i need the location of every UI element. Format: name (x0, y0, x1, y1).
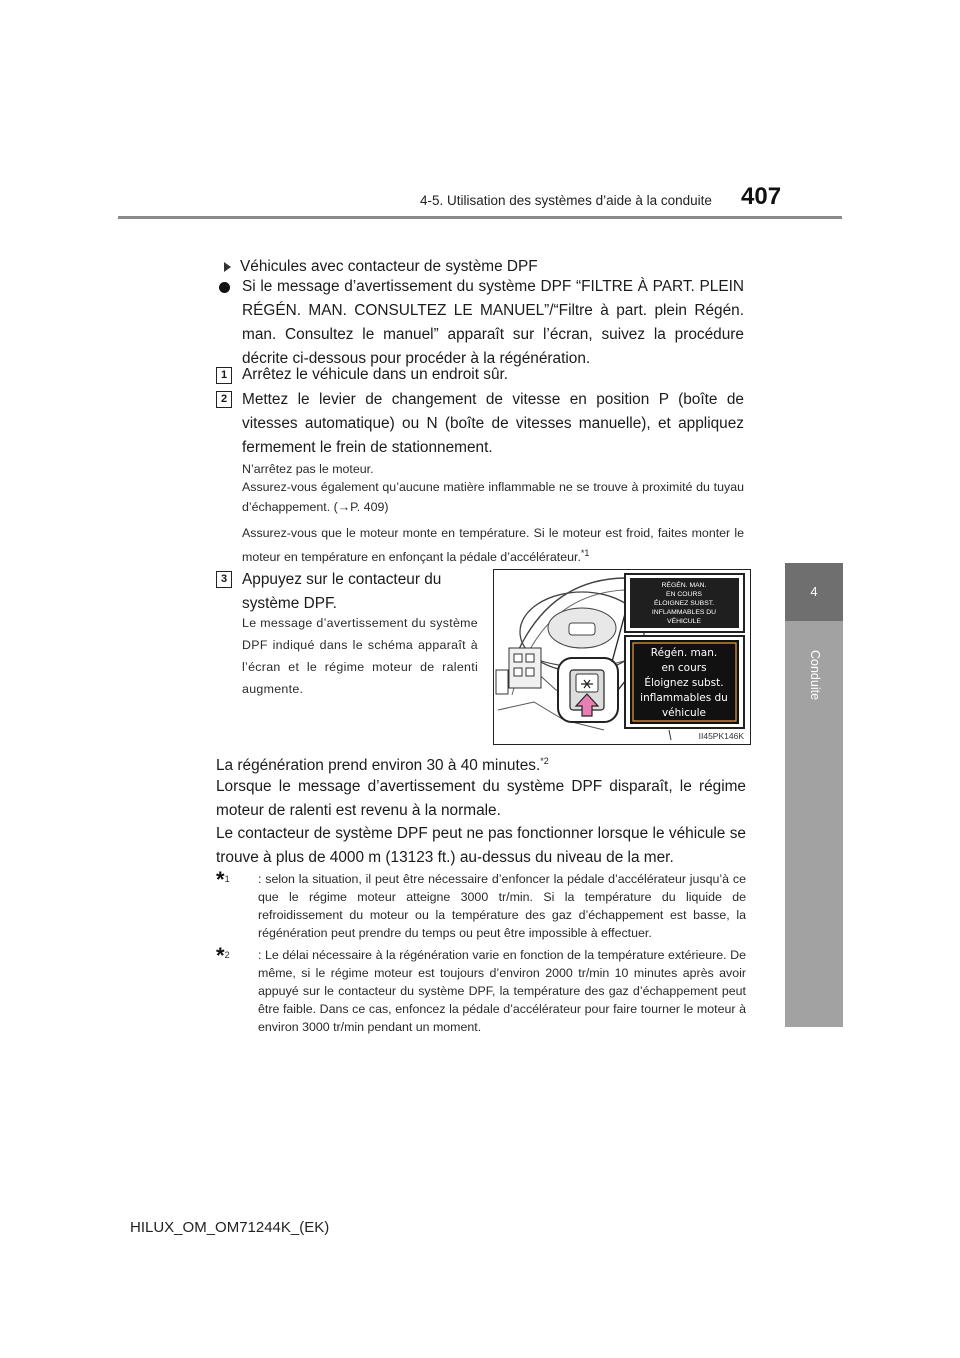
regen-duration (216, 749, 746, 778)
display-upper-line: INFLAMMABLES DU (651, 609, 717, 616)
note-warmup (242, 523, 744, 567)
step-2-badge: 2 (216, 391, 232, 408)
footnote-1-text: : selon la situation, il peut être nécessaire d’enfoncer la pédale d’accélérateur jusqu’à ce que le régime moteur atteigne 3000 tr/min. Si la température du liquide de refroidissement du moteur ou la température des gaz d’échappement est basse, la régénération peut prendre du temps ou peut être impossible à effectuer. (258, 872, 746, 940)
warning-disappears-text: Lorsque le message d’avertissement du système DPF disparaît, le régime moteur de ralenti est revenu à la normale. (216, 778, 746, 819)
chapter-tab-number: 4 (785, 563, 843, 621)
step-1-badge: 1 (216, 367, 232, 384)
page-number: 407 (741, 183, 782, 210)
dashboard-drawing (494, 570, 750, 744)
document-code: HILUX_OM_OM71244K_(EK) (130, 1219, 330, 1236)
triangle-bullet-icon (224, 262, 231, 272)
step-3-note: Le message d’avertissement du système DPF indiqué dans le schéma apparaît à l’écran et le régime moteur de ralenti augmente. (242, 616, 478, 696)
display-lower-line: inflammables du (640, 692, 728, 704)
dpf-switch-illustration (493, 569, 751, 745)
bullet-text: Si le message d’avertissement du système DPF “FILTRE À PART. PLEIN RÉGÉN. MAN. CONSULTEZ LE MANUEL”/“Filtre à part. plein Régén. man. Consultez le manuel” apparaît sur l’écran, suivez la procédure décrite ci-dessous pour procéder à la régénération. (242, 278, 744, 367)
bullet-dot-icon (219, 282, 230, 293)
display-upper-line: ÉLOIGNEZ SUBST. (653, 600, 715, 607)
footnote-1 (216, 867, 746, 942)
display-upper-line: EN COURS (666, 591, 702, 598)
header-divider (118, 216, 842, 219)
display-upper-line: RÉGÉN. MAN. (661, 582, 707, 589)
display-lower-line: véhicule (661, 707, 707, 719)
display-lower-line: Éloignez subst. (644, 677, 724, 689)
altitude-text: Le contacteur de système DPF peut ne pas fonctionner lorsque le véhicule se trouve à plus de 4000 m (13123 ft.) au-dessus du niveau de la mer. (216, 825, 746, 866)
note-warmup-text: Assurez-vous que le moteur monte en température. Si le moteur est froid, faites monter le moteur en température en enfonçant la pédale d’accélérateur. (242, 526, 744, 565)
note-engine: N’arrêtez pas le moteur. (242, 462, 374, 476)
footnote-2 (216, 943, 746, 1036)
display-lower-line: en cours (661, 662, 707, 674)
footnote-ref-2: *2 (540, 756, 549, 766)
footnote-2-text: : Le délai nécessaire à la régénération varie en fonction de la température extérieure. De même, si le régime moteur est toujours d’environ 2000 tr/min 10 minutes après avoir appuyé sur le contacteur du système DPF, la température des gaz d’échappement peut être faible. Dans ce cas, enfoncez la pédale d’accélérateur pour faire tourner le moteur à environ 3000 tr/min pendant un moment. (258, 948, 746, 1034)
footnote-ref-1: *1 (580, 548, 590, 558)
note-flammable: Assurez-vous également qu’aucune matière inflammable ne se trouve à proximité du tuyau d’échappement. (→P. 409) (242, 480, 744, 514)
footnote-1-mark: *$^1$ (216, 867, 230, 893)
step-3-badge: 3 (216, 571, 232, 588)
display-upper-line: VÉHICULE (667, 618, 701, 625)
display-lower-line: Régén. man. (650, 647, 718, 659)
section-title: 4-5. Utilisation des systèmes d’aide à la conduite (420, 193, 712, 208)
chapter-tab-label: Conduite (808, 650, 822, 701)
footnote-2-mark: *$^2$ (216, 943, 230, 969)
step-2-text: Mettez le levier de changement de vitesse en position P (boîte de vitesses automatique) ou N (boîte de vitesses manuelle), et appliquez fermement le frein de stationnement. (242, 391, 744, 456)
regen-duration-text: La régénération prend environ 30 à 40 minutes. (216, 757, 541, 775)
figure-code: II45PK146K (698, 731, 744, 741)
step-3-text: Appuyez sur le contacteur du système DPF. (242, 571, 442, 612)
step-1-text: Arrêtez le véhicule dans un endroit sûr. (242, 366, 509, 383)
subheading: Véhicules avec contacteur de système DPF (240, 258, 538, 275)
